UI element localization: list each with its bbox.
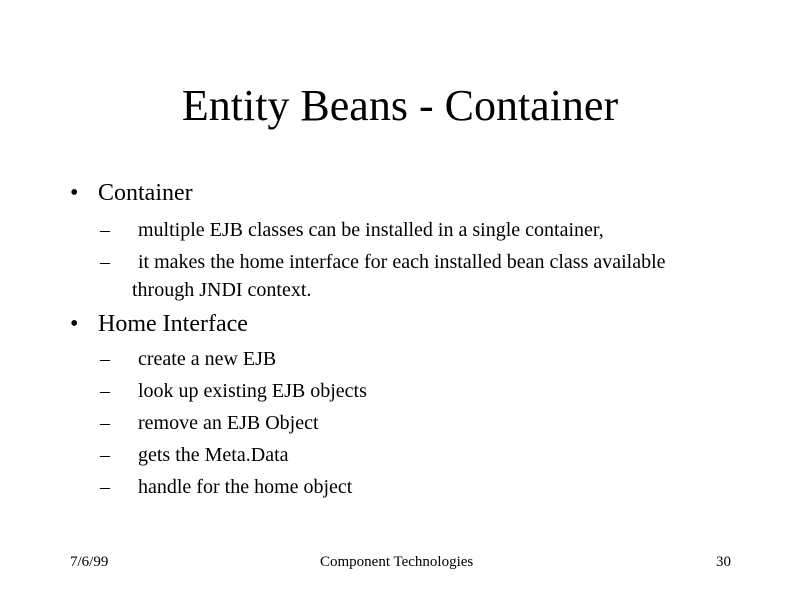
sub-item-text: handle for the home object	[138, 476, 353, 498]
sub-dash: –	[100, 219, 110, 241]
sub-dash: –	[100, 251, 110, 273]
bullet-dot: •	[70, 311, 79, 337]
slide-title: Entity Beans - Container	[181, 81, 619, 130]
bullet-dot: •	[70, 180, 79, 206]
sub-item-text: multiple EJB classes can be installed in a single container,	[138, 219, 604, 241]
bullet-heading: Home Interface	[98, 311, 248, 337]
sub-dash: –	[100, 412, 110, 434]
sub-item-continuation: through JNDI context.	[132, 279, 312, 301]
sub-item-text: remove an EJB Object	[138, 412, 319, 434]
sub-dash: –	[100, 380, 110, 402]
footer-date: 7/6/99	[70, 554, 109, 570]
sub-item-text: create a new EJB	[138, 348, 277, 370]
sub-item-text: look up existing EJB objects	[138, 380, 367, 402]
sub-dash: –	[100, 348, 110, 370]
sub-item-text: it makes the home interface for each installed bean class available	[138, 251, 666, 273]
footer-page-number: 30	[716, 554, 731, 570]
sub-item-text: gets the Meta.Data	[138, 444, 289, 466]
footer-center: Component Technologies	[320, 554, 474, 570]
sub-dash: –	[100, 476, 110, 498]
bullet-heading: Container	[98, 180, 193, 206]
sub-dash: –	[100, 444, 110, 466]
